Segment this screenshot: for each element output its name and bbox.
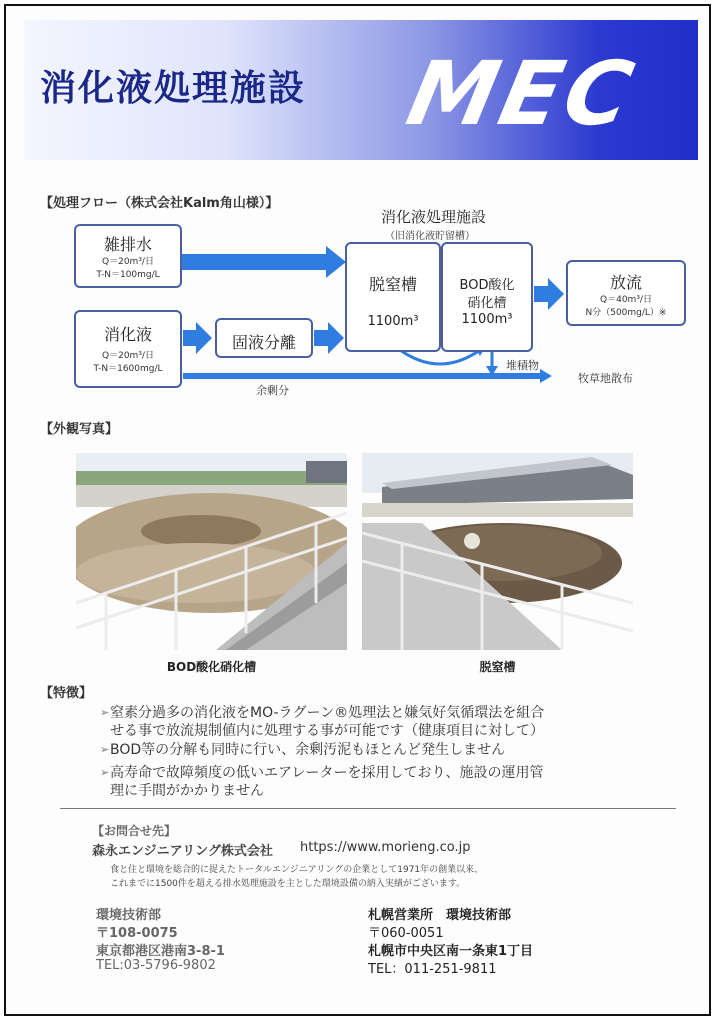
label-surplus: 余剰分	[256, 384, 289, 397]
contact-section-label: 【お問合せ先】	[92, 824, 177, 838]
bullet-icon: ➢	[100, 743, 110, 756]
photos-section-label: 【外観写真】	[40, 422, 119, 437]
sapporo-zip: 〒060-0051	[368, 926, 444, 941]
tokyo-tel: TEL:03-5796-9802	[96, 958, 216, 973]
arrow-surplus	[183, 369, 552, 383]
company-desc-1: 食と住と環境を総合的に捉えたトータルエンジニアリングの企業として1971年の創業以来、	[110, 865, 484, 875]
facility-title: 消化液処理施設	[381, 208, 487, 226]
return-curve	[400, 350, 480, 364]
tokyo-address: 東京都港区港南3-8-1	[96, 944, 225, 959]
bullet-icon: ➢	[100, 766, 110, 779]
sapporo-dept: 札幌営業所 環境技術部	[368, 908, 512, 923]
arrow-zappaisui	[182, 246, 346, 278]
label-pasture: 牧草地散布	[578, 372, 633, 385]
arrow-koeki	[314, 322, 344, 354]
box-shoukaeki: 消化液 Q＝20m³/日 T-N＝1600mg/L	[74, 310, 182, 388]
feature-1-line-1: 窒素分過多の消化液をMO-ラグーン®処理法と嫌気好気循環法を組合	[110, 705, 545, 721]
box-datchitsu-tank: 脱窒槽 1100m³	[345, 242, 441, 352]
feature-2-line-1: BOD等の分解も同時に行い、余剰汚泥もほとんど発生しません	[110, 742, 506, 758]
facility-subtitle: （旧消化液貯留槽）	[385, 231, 475, 242]
feature-3-line-2: 理に手間がかかりません	[110, 783, 264, 799]
caption-datchitsu-tank: 脱窒槽	[479, 660, 516, 674]
box-koeki-bunri: 固液分離	[215, 318, 313, 358]
photo-bod-tank	[76, 453, 347, 650]
company-url[interactable]: https://www.morieng.co.jp	[300, 840, 471, 855]
sapporo-address: 札幌市中央区南一条東1丁目	[368, 944, 534, 959]
page-title: 消化液処理施設	[40, 68, 307, 109]
company-name: 森永エンジニアリング株式会社	[92, 844, 273, 859]
label-sediment: 堆積物	[506, 359, 539, 372]
company-desc-2: これまでに1500件を超える排水処理施設を主とした環境設備の納入実績がございます。	[110, 879, 466, 889]
bullet-icon: ➢	[100, 706, 110, 719]
features-section-label: 【特徴】	[40, 686, 93, 701]
sapporo-tel: TEL：011-251-9811	[368, 962, 497, 977]
tokyo-zip: 〒108-0075	[96, 926, 178, 941]
tokyo-dept: 環境技術部	[96, 908, 162, 923]
arrow-shoukaeki	[183, 322, 212, 354]
box-bod-tank: BOD酸化 硝化槽 1100m³	[441, 242, 533, 352]
arrow-horyu	[534, 278, 564, 310]
photo-datchitsu-tank	[362, 453, 633, 650]
box-horyu: 放流 Q＝40m³/日 N分（500mg/L）※	[566, 260, 686, 326]
caption-bod-tank: BOD酸化硝化槽	[166, 660, 257, 674]
divider	[60, 808, 676, 809]
feature-1-line-2: せる事で放流規制値内に処理する事が可能です（健康項目に対して）	[110, 723, 544, 739]
mec-logo: MEC	[399, 42, 646, 145]
feature-3-line-1: 高寿命で故障頻度の低いエアレーターを採用しており、施設の運用管	[110, 765, 544, 781]
box-zappaisui: 雑排水 Q＝20m³/日 T-N＝100mg/L	[74, 224, 182, 288]
flow-section-label: 【処理フロー（株式会社Kalm角山様）】	[40, 196, 279, 211]
